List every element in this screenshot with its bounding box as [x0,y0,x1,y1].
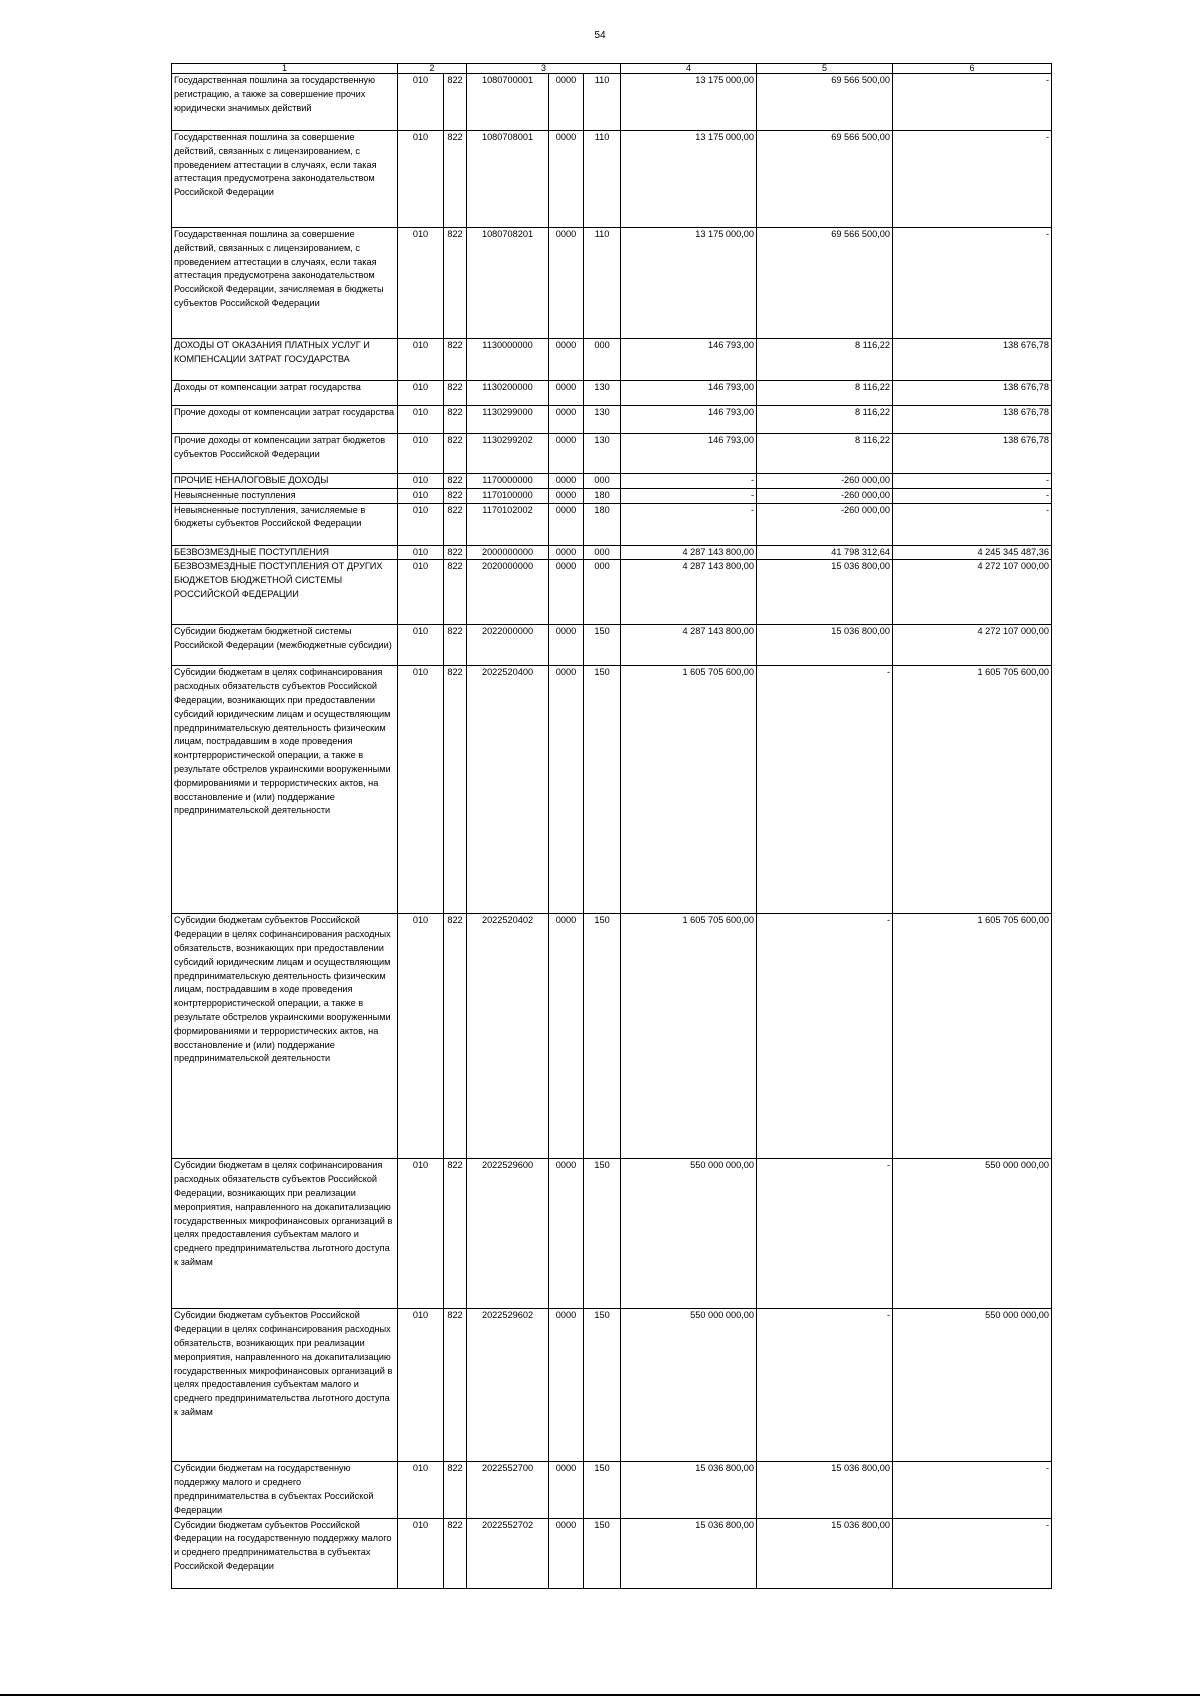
table-row [172,339,1052,381]
kbk-code-cell: 1130000000 [467,339,549,381]
kosgu-code-cell: 150 [584,1462,621,1518]
row-name-cell: Государственная пошлина за совершение действий, связанных с лицензированием, с проведением аттестации в случаях, если такая аттестация предусмотрена законодательством Российской Федерации [172,131,398,228]
program-code-cell: 0000 [549,488,584,503]
table-row [172,131,1052,228]
executed-amount-cell: 69 566 500,00 [757,228,893,339]
approved-amount-cell: 4 287 143 800,00 [621,545,757,560]
program-code-cell: 0000 [549,381,584,406]
remaining-amount-cell: 550 000 000,00 [893,1309,1052,1462]
admin-code-cell: 010 [398,1518,444,1588]
program-code-cell: 0000 [549,434,584,474]
program-code-cell: 0000 [549,1462,584,1518]
executed-amount-cell: 15 036 800,00 [757,560,893,625]
page-number: 54 [594,30,606,41]
kosgu-code-cell: 110 [584,131,621,228]
kbk-code-cell: 2020000000 [467,560,549,625]
row-name-cell: БЕЗВОЗМЕЗДНЫЕ ПОСТУПЛЕНИЯ [172,545,398,560]
kbk-code-cell: 1080708201 [467,228,549,339]
approved-amount-cell: 4 287 143 800,00 [621,625,757,666]
row-name-cell: БЕЗВОЗМЕЗДНЫЕ ПОСТУПЛЕНИЯ ОТ ДРУГИХ БЮДЖЕТОВ БЮДЖЕТНОЙ СИСТЕМЫ РОССИЙСКОЙ ФЕДЕРАЦИИ [172,560,398,625]
program-code-cell: 0000 [549,228,584,339]
chapter-code-cell: 822 [444,1462,467,1518]
executed-amount-cell: 69 566 500,00 [757,74,893,131]
kosgu-code-cell: 150 [584,914,621,1159]
program-code-cell: 0000 [549,339,584,381]
approved-amount-cell: 146 793,00 [621,434,757,474]
row-name-cell: Субсидии бюджетам субъектов Российской Федерации в целях софинансирования расходных обязательств, возникающих при предоставлении субсидий юридическим лицам и осуществляющим предпринимательскую деятельность физическим лицам, пострадавшим в ходе проведения контртеррористической операции, а также в результате обстрелов украинскими вооруженными формированиями и террористических актов, на восстановление и (или) поддержание предпринимательской деятельности [172,914,398,1159]
executed-amount-cell: 8 116,22 [757,339,893,381]
kbk-code-cell: 1130299000 [467,406,549,434]
remaining-amount-cell: 138 676,78 [893,339,1052,381]
executed-amount-cell: - [757,1309,893,1462]
chapter-code-cell: 822 [444,1518,467,1588]
admin-code-cell: 010 [398,1159,444,1309]
kbk-code-cell: 2022000000 [467,625,549,666]
chapter-code-cell: 822 [444,228,467,339]
kbk-code-cell: 1130200000 [467,381,549,406]
kosgu-code-cell: 150 [584,1518,621,1588]
approved-amount-cell: - [621,488,757,503]
remaining-amount-cell: - [893,228,1052,339]
kosgu-code-cell: 000 [584,339,621,381]
program-code-cell: 0000 [549,560,584,625]
approved-amount-cell: 146 793,00 [621,339,757,381]
kbk-code-cell: 2022552702 [467,1518,549,1588]
kosgu-code-cell: 150 [584,1159,621,1309]
approved-amount-cell: 13 175 000,00 [621,74,757,131]
row-name-cell: Субсидии бюджетам на государственную поддержку малого и среднего предпринимательства в субъектах Российской Федерации [172,1462,398,1518]
remaining-amount-cell: 138 676,78 [893,434,1052,474]
chapter-code-cell: 822 [444,488,467,503]
kosgu-code-cell: 130 [584,406,621,434]
remaining-amount-cell: - [893,131,1052,228]
table-row [172,1462,1052,1518]
column-header-2: 2 [398,64,467,74]
approved-amount-cell: 146 793,00 [621,381,757,406]
row-name-cell: Субсидии бюджетам в целях софинансирования расходных обязательств субъектов Российской Федерации, возникающих при реализации мероприятия, направленного на докапитализацию государственных микрофинансовых организаций в целях предоставления субъектам малого и среднего предпринимательства льготного доступа к займам [172,1159,398,1309]
executed-amount-cell: 41 798 312,64 [757,545,893,560]
scan-bottom-edge [0,1694,1200,1696]
program-code-cell: 0000 [549,406,584,434]
table-row [172,560,1052,625]
row-name-cell: Субсидии бюджетам в целях софинансирования расходных обязательств субъектов Российской Федерации, возникающих при предоставлении субсидий юридическим лицам и осуществляющим предпринимательскую деятельность физическим лицам, пострадавшим в ходе проведения контртеррористической операции, а также в результате обстрелов украинскими вооруженными формированиями и террористических актов, на восстановление и (или) поддержание предпринимательской деятельности [172,666,398,914]
chapter-code-cell: 822 [444,131,467,228]
table-row [172,914,1052,1159]
kbk-code-cell: 2022520400 [467,666,549,914]
table-row [172,503,1052,545]
approved-amount-cell: 13 175 000,00 [621,228,757,339]
table-row [172,228,1052,339]
admin-code-cell: 010 [398,381,444,406]
kbk-code-cell: 2000000000 [467,545,549,560]
table-row [172,625,1052,666]
row-name-cell: Невыясненные поступления [172,488,398,503]
executed-amount-cell: 8 116,22 [757,381,893,406]
chapter-code-cell: 822 [444,1159,467,1309]
column-number-header-row [172,64,1052,74]
chapter-code-cell: 822 [444,666,467,914]
admin-code-cell: 010 [398,625,444,666]
kbk-code-cell: 1170100000 [467,488,549,503]
kbk-code-cell: 1170102002 [467,503,549,545]
approved-amount-cell: 550 000 000,00 [621,1309,757,1462]
kosgu-code-cell: 150 [584,1309,621,1462]
remaining-amount-cell: 1 605 705 600,00 [893,666,1052,914]
kbk-code-cell: 2022552700 [467,1462,549,1518]
remaining-amount-cell: 4 272 107 000,00 [893,625,1052,666]
kosgu-code-cell: 150 [584,625,621,666]
kbk-code-cell: 2022520402 [467,914,549,1159]
kbk-code-cell: 2022529600 [467,1159,549,1309]
executed-amount-cell: - [757,1159,893,1309]
remaining-amount-cell: - [893,503,1052,545]
program-code-cell: 0000 [549,1309,584,1462]
executed-amount-cell: -260 000,00 [757,474,893,489]
remaining-amount-cell: - [893,488,1052,503]
program-code-cell: 0000 [549,503,584,545]
executed-amount-cell: 15 036 800,00 [757,1462,893,1518]
program-code-cell: 0000 [549,914,584,1159]
column-header-3: 3 [467,64,621,74]
row-name-cell: Субсидии бюджетам субъектов Российской Федерации на государственную поддержку малого и среднего предпринимательства в субъектах Российской Федерации [172,1518,398,1588]
admin-code-cell: 010 [398,339,444,381]
column-header-4: 4 [621,64,757,74]
approved-amount-cell: 13 175 000,00 [621,131,757,228]
executed-amount-cell: -260 000,00 [757,488,893,503]
row-name-cell: Субсидии бюджетам субъектов Российской Федерации в целях софинансирования расходных обязательств, возникающих при реализации мероприятия, направленного на докапитализацию государственных микрофинансовых организаций в целях предоставления субъектам малого и среднего предпринимательства льготного доступа к займам [172,1309,398,1462]
table-row [172,434,1052,474]
column-header-5: 5 [757,64,893,74]
kbk-code-cell: 1080708001 [467,131,549,228]
chapter-code-cell: 822 [444,381,467,406]
kbk-code-cell: 2022529602 [467,1309,549,1462]
admin-code-cell: 010 [398,434,444,474]
kbk-code-cell: 1080700001 [467,74,549,131]
program-code-cell: 0000 [549,474,584,489]
executed-amount-cell: 8 116,22 [757,406,893,434]
admin-code-cell: 010 [398,488,444,503]
table-row [172,488,1052,503]
table-row [172,74,1052,131]
budget-revenue-table [171,63,1052,1589]
program-code-cell: 0000 [549,74,584,131]
admin-code-cell: 010 [398,474,444,489]
executed-amount-cell: -260 000,00 [757,503,893,545]
admin-code-cell: 010 [398,545,444,560]
kosgu-code-cell: 180 [584,503,621,545]
remaining-amount-cell: 4 272 107 000,00 [893,560,1052,625]
executed-amount-cell: 15 036 800,00 [757,1518,893,1588]
admin-code-cell: 010 [398,666,444,914]
kosgu-code-cell: 000 [584,545,621,560]
kosgu-code-cell: 000 [584,560,621,625]
admin-code-cell: 010 [398,1309,444,1462]
approved-amount-cell: 550 000 000,00 [621,1159,757,1309]
kosgu-code-cell: 110 [584,74,621,131]
program-code-cell: 0000 [549,1159,584,1309]
chapter-code-cell: 822 [444,545,467,560]
admin-code-cell: 010 [398,74,444,131]
table-row [172,666,1052,914]
row-name-cell: Субсидии бюджетам бюджетной системы Российской Федерации (межбюджетные субсидии) [172,625,398,666]
remaining-amount-cell: - [893,74,1052,131]
row-name-cell: Прочие доходы от компенсации затрат бюджетов субъектов Российской Федерации [172,434,398,474]
kbk-code-cell: 1130299202 [467,434,549,474]
admin-code-cell: 010 [398,406,444,434]
executed-amount-cell: 69 566 500,00 [757,131,893,228]
kosgu-code-cell: 110 [584,228,621,339]
kbk-code-cell: 1170000000 [467,474,549,489]
remaining-amount-cell: - [893,474,1052,489]
table-row [172,1159,1052,1309]
executed-amount-cell: 8 116,22 [757,434,893,474]
program-code-cell: 0000 [549,545,584,560]
remaining-amount-cell: 4 245 345 487,36 [893,545,1052,560]
column-header-1: 1 [172,64,398,74]
kosgu-code-cell: 180 [584,488,621,503]
chapter-code-cell: 822 [444,625,467,666]
approved-amount-cell: - [621,503,757,545]
admin-code-cell: 010 [398,560,444,625]
table-row [172,1518,1052,1588]
admin-code-cell: 010 [398,1462,444,1518]
chapter-code-cell: 822 [444,339,467,381]
row-name-cell: Прочие доходы от компенсации затрат государства [172,406,398,434]
row-name-cell: Невыясненные поступления, зачисляемые в бюджеты субъектов Российской Федерации [172,503,398,545]
approved-amount-cell: 1 605 705 600,00 [621,914,757,1159]
remaining-amount-cell: 1 605 705 600,00 [893,914,1052,1159]
kosgu-code-cell: 130 [584,434,621,474]
row-name-cell: Доходы от компенсации затрат государства [172,381,398,406]
chapter-code-cell: 822 [444,74,467,131]
executed-amount-cell: - [757,666,893,914]
approved-amount-cell: - [621,474,757,489]
remaining-amount-cell: - [893,1462,1052,1518]
row-name-cell: ДОХОДЫ ОТ ОКАЗАНИЯ ПЛАТНЫХ УСЛУГ И КОМПЕНСАЦИИ ЗАТРАТ ГОСУДАРСТВА [172,339,398,381]
table-row [172,1309,1052,1462]
chapter-code-cell: 822 [444,503,467,545]
approved-amount-cell: 1 605 705 600,00 [621,666,757,914]
chapter-code-cell: 822 [444,914,467,1159]
row-name-cell: Государственная пошлина за государственную регистрацию, а также за совершение прочих юридически значимых действий [172,74,398,131]
table-row [172,406,1052,434]
remaining-amount-cell: 138 676,78 [893,406,1052,434]
remaining-amount-cell: 550 000 000,00 [893,1159,1052,1309]
admin-code-cell: 010 [398,131,444,228]
remaining-amount-cell: 138 676,78 [893,381,1052,406]
table-body [172,74,1052,1589]
row-name-cell: ПРОЧИЕ НЕНАЛОГОВЫЕ ДОХОДЫ [172,474,398,489]
kosgu-code-cell: 150 [584,666,621,914]
admin-code-cell: 010 [398,228,444,339]
chapter-code-cell: 822 [444,406,467,434]
admin-code-cell: 010 [398,503,444,545]
table-row [172,474,1052,489]
row-name-cell: Государственная пошлина за совершение действий, связанных с лицензированием, с проведением аттестации в случаях, если такая аттестация предусмотрена законодательством Российской Федерации, зачисляемая в бюджеты субъектов Российской Федерации [172,228,398,339]
chapter-code-cell: 822 [444,474,467,489]
program-code-cell: 0000 [549,666,584,914]
chapter-code-cell: 822 [444,560,467,625]
kosgu-code-cell: 130 [584,381,621,406]
program-code-cell: 0000 [549,131,584,228]
admin-code-cell: 010 [398,914,444,1159]
approved-amount-cell: 15 036 800,00 [621,1462,757,1518]
executed-amount-cell: 15 036 800,00 [757,625,893,666]
table-row [172,545,1052,560]
remaining-amount-cell: - [893,1518,1052,1588]
column-header-6: 6 [893,64,1052,74]
chapter-code-cell: 822 [444,434,467,474]
program-code-cell: 0000 [549,625,584,666]
executed-amount-cell: - [757,914,893,1159]
approved-amount-cell: 146 793,00 [621,406,757,434]
approved-amount-cell: 4 287 143 800,00 [621,560,757,625]
program-code-cell: 0000 [549,1518,584,1588]
chapter-code-cell: 822 [444,1309,467,1462]
kosgu-code-cell: 000 [584,474,621,489]
approved-amount-cell: 15 036 800,00 [621,1518,757,1588]
table-row [172,381,1052,406]
